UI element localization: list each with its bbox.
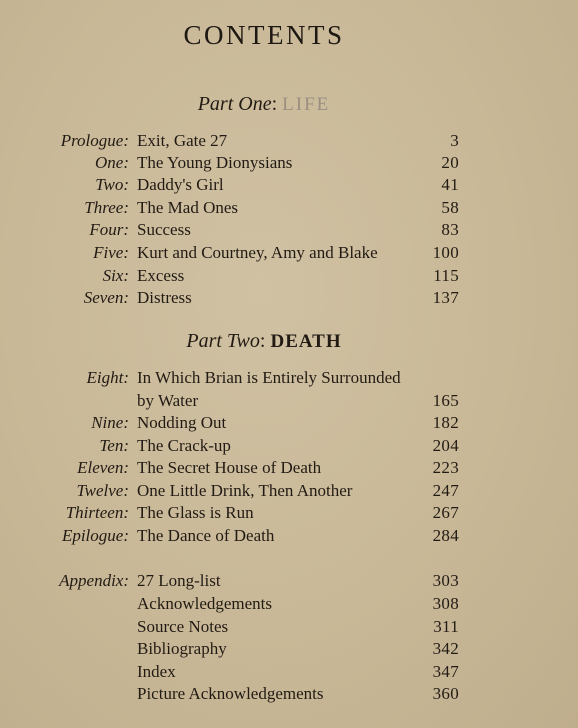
toc-entry[interactable] — [0, 412, 578, 434]
toc-entry[interactable] — [0, 152, 578, 174]
toc-entry-chapter: Source Notes — [137, 617, 229, 636]
part-one-word: LIFE — [282, 94, 331, 115]
toc-entry[interactable] — [0, 525, 578, 547]
toc-entry[interactable] — [0, 683, 578, 705]
part-one-heading — [0, 93, 528, 116]
part-two-heading — [0, 330, 528, 353]
toc-entry-label: Eight: — [86, 368, 129, 387]
toc-entry-label: Five: — [93, 243, 129, 262]
toc-entry-chapter: Picture Acknowledgements — [137, 684, 324, 703]
toc-entry[interactable] — [0, 174, 578, 196]
toc-entry[interactable] — [0, 502, 578, 524]
toc-entry-label: Three: — [84, 198, 129, 217]
toc-entry-label: Twelve: — [76, 481, 129, 500]
toc-entry[interactable] — [0, 367, 578, 389]
part-two-label: Part Two — [186, 330, 260, 352]
toc-entry-page: 165 — [432, 391, 459, 410]
toc-entry[interactable] — [0, 435, 578, 457]
toc-entry-page: 100 — [432, 243, 459, 262]
toc-entry-page: 247 — [432, 481, 459, 500]
toc-entry-chapter: The Mad Ones — [137, 198, 239, 217]
toc-entry-chapter: Excess — [137, 266, 185, 285]
toc-entry-chapter: 27 Long-list — [137, 571, 221, 590]
part-one-label: Part One — [197, 93, 272, 115]
toc-entry-page: 303 — [432, 571, 459, 590]
toc-entry-label: One: — [95, 153, 129, 172]
toc-entry-chapter: by Water — [137, 391, 199, 410]
toc-entry-chapter: Distress — [137, 288, 192, 307]
toc-entry-chapter: The Secret House of Death — [137, 458, 322, 477]
toc-entry-page: 267 — [432, 503, 459, 522]
toc-entry-chapter: Success — [137, 220, 191, 239]
toc-entry-chapter: The Dance of Death — [137, 526, 275, 545]
toc-entry-label: Two: — [95, 175, 129, 194]
toc-entry-chapter: Kurt and Courtney, Amy and Blake — [137, 243, 378, 262]
toc-entry-chapter: The Crack-up — [137, 436, 231, 455]
toc-entry-page: 311 — [433, 617, 459, 636]
toc-entry-page: 58 — [441, 198, 459, 217]
toc-entry[interactable] — [0, 197, 578, 219]
toc-entry-chapter: The Young Dionysians — [137, 153, 293, 172]
toc-entry[interactable] — [0, 130, 578, 152]
toc-entry-page: 284 — [432, 526, 459, 545]
toc-entry-chapter: Acknowledgements — [137, 594, 273, 613]
toc-entry-chapter: In Which Brian is Entirely Surrounded — [137, 368, 401, 387]
part-one-separator: : — [271, 93, 278, 115]
toc-entry-page: 83 — [441, 220, 459, 239]
toc-entry-label: Ten: — [99, 436, 129, 455]
toc-entry[interactable] — [0, 593, 578, 615]
toc-entry-chapter: Daddy's Girl — [137, 175, 224, 194]
toc-entry[interactable] — [0, 219, 578, 241]
toc-entry-page: 204 — [432, 436, 459, 455]
toc-entry-label: Four: — [89, 220, 129, 239]
toc-entry-chapter: Nodding Out — [137, 413, 227, 432]
toc-entry[interactable] — [0, 638, 578, 660]
toc-entry[interactable] — [0, 661, 578, 683]
toc-entry-page: 347 — [432, 662, 459, 681]
toc-entry-page: 342 — [432, 639, 459, 658]
toc-entry[interactable] — [0, 287, 578, 309]
page-title: CONTENTS — [183, 20, 345, 50]
toc-entry-page: 223 — [432, 458, 459, 477]
part-two-word: DEATH — [270, 331, 342, 352]
toc-entry-chapter: Exit, Gate 27 — [137, 131, 228, 150]
toc-entry-page: 20 — [441, 153, 459, 172]
toc-entry-label: Epilogue: — [61, 526, 129, 545]
toc-entry-page: 308 — [432, 594, 459, 613]
toc-entry-label: Seven: — [83, 288, 129, 307]
toc-entry[interactable] — [0, 480, 578, 502]
toc-entry-continuation[interactable] — [0, 390, 578, 412]
toc-entry-page: 360 — [432, 684, 459, 703]
toc-entry-label: Appendix: — [59, 571, 129, 590]
toc-entry[interactable] — [0, 457, 578, 479]
toc-entry[interactable] — [0, 242, 578, 264]
toc-entry-label: Eleven: — [77, 458, 129, 477]
toc-entry[interactable] — [0, 570, 578, 592]
toc-entry[interactable] — [0, 616, 578, 638]
toc-entry-label: Prologue: — [60, 131, 129, 150]
part-two-separator: : — [259, 330, 266, 352]
toc-entry-page: 41 — [441, 175, 459, 194]
toc-entry-page: 3 — [450, 131, 459, 150]
toc-entry-chapter: Index — [137, 662, 176, 681]
toc-entry-chapter: One Little Drink, Then Another — [137, 481, 353, 500]
toc-entry-chapter: The Glass is Run — [137, 503, 254, 522]
toc-entry-label: Thirteen: — [65, 503, 129, 522]
toc-entry-page: 182 — [432, 413, 459, 432]
toc-entry-page: 137 — [432, 288, 459, 307]
toc-entry-page: 115 — [433, 266, 459, 285]
toc-entry-chapter: Bibliography — [137, 639, 227, 658]
toc-entry[interactable] — [0, 265, 578, 287]
toc-entry-label: Nine: — [91, 413, 129, 432]
toc-entry-label: Six: — [102, 266, 129, 285]
